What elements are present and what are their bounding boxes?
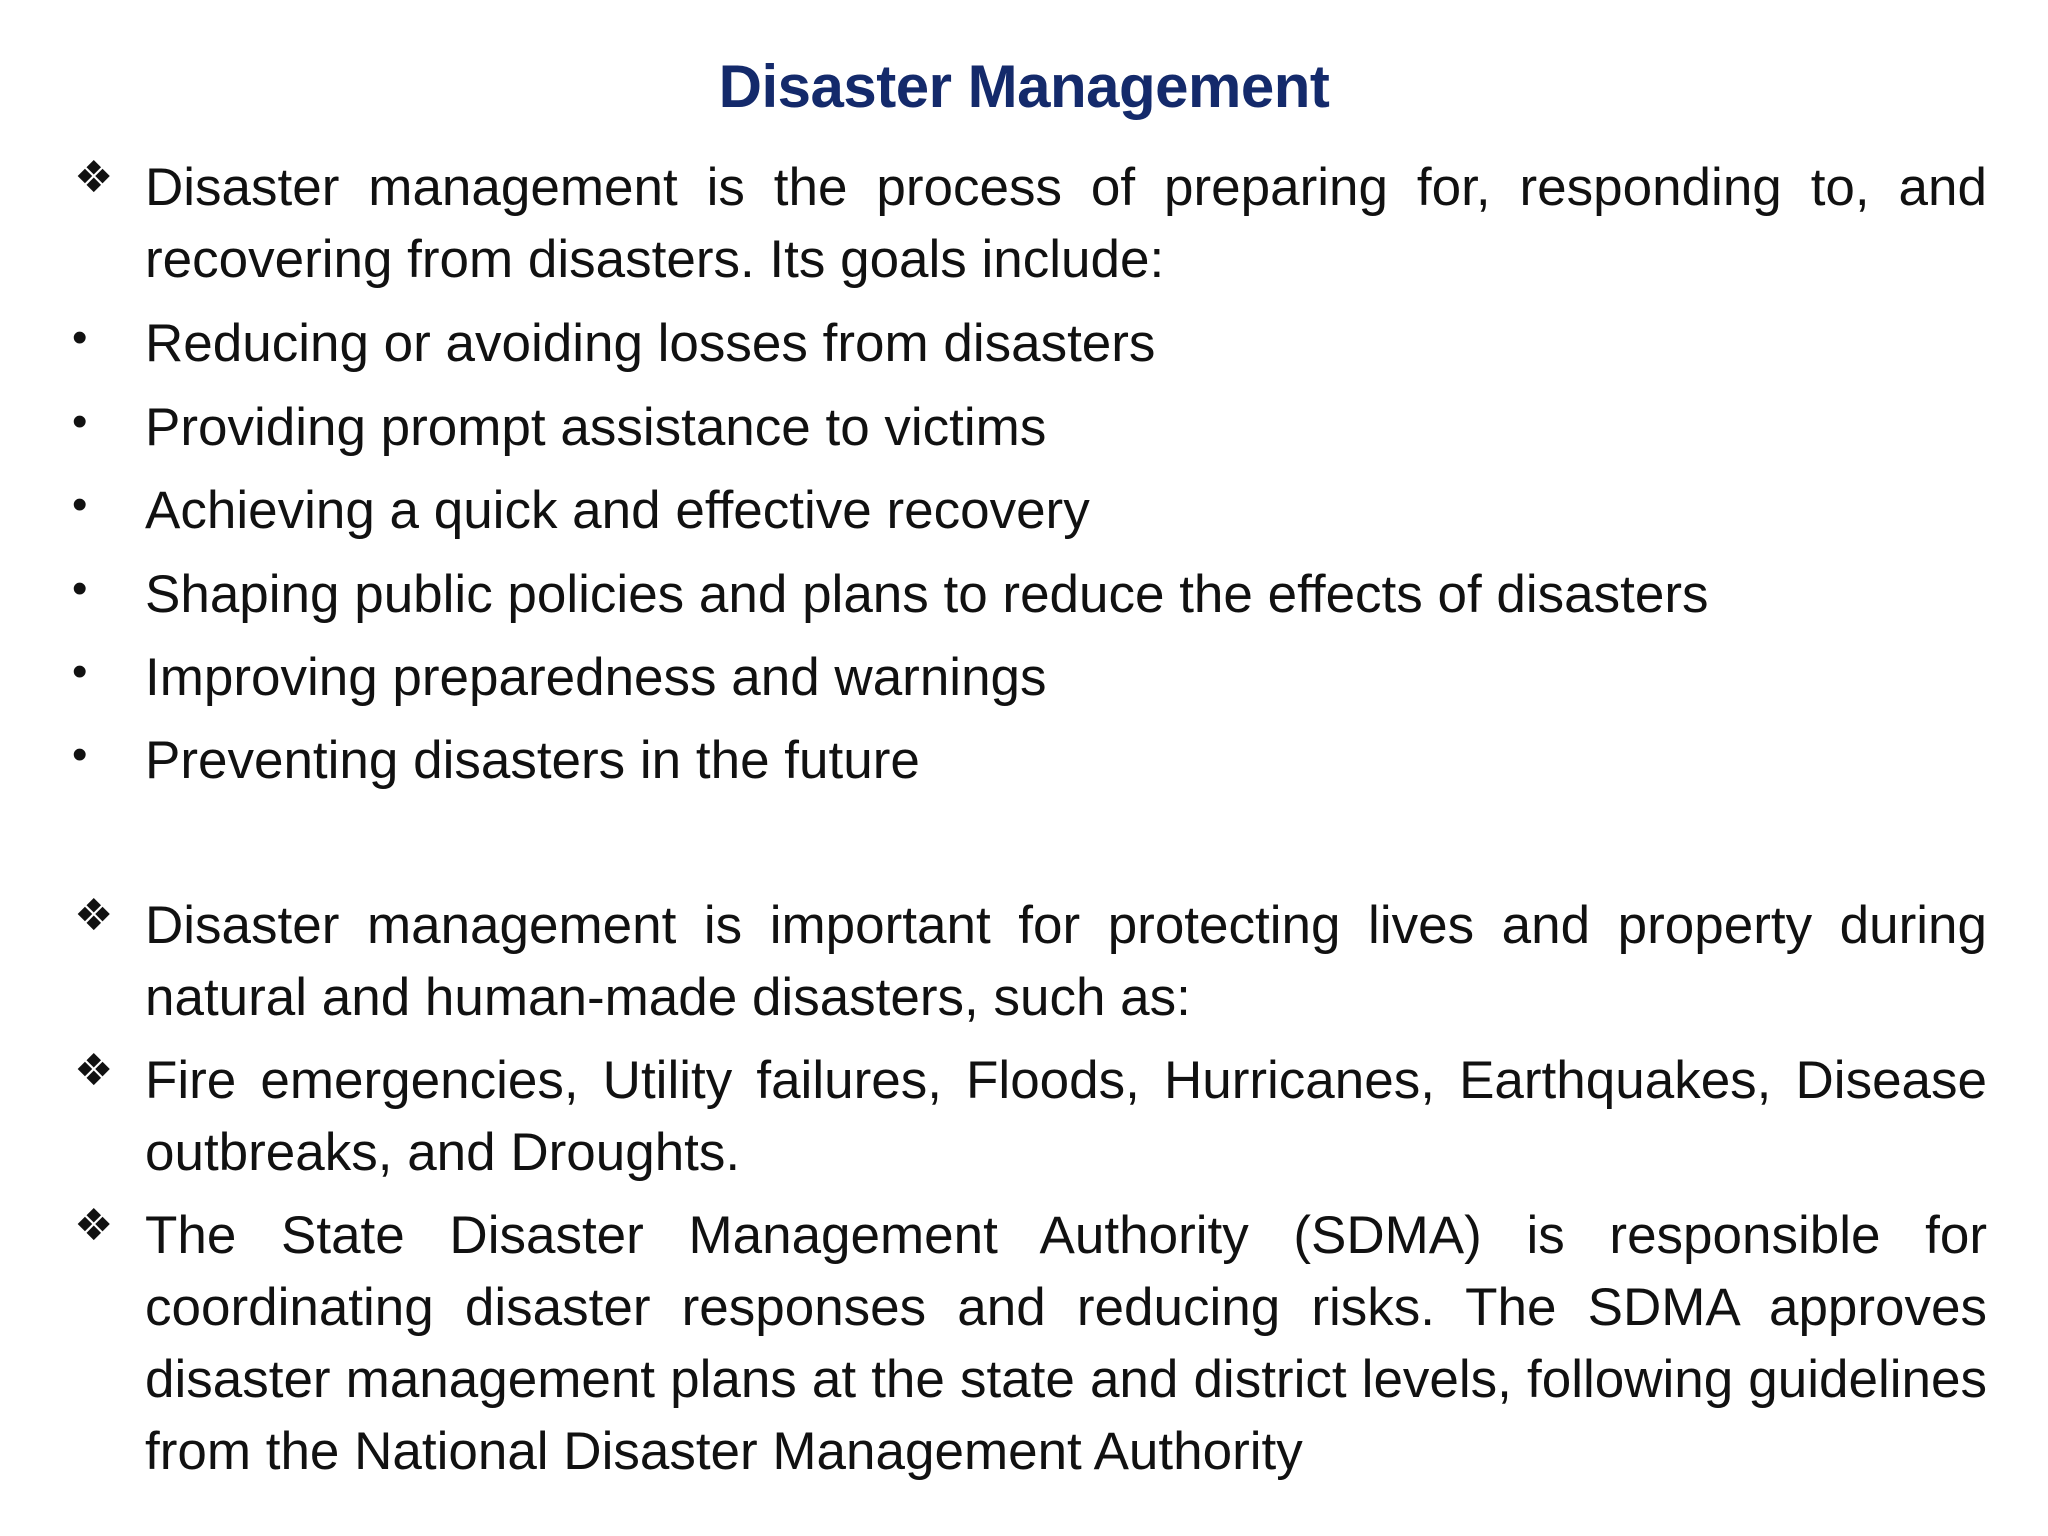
paragraph-text: The State Disaster Management Authority (SDMA) is responsible for coordinating disaster responses and reducing risks. The SDMA approves disaster management plans at the state and district levels, following guidelines from the National Disaster Management Authority: [145, 1206, 1987, 1481]
round-bullet-icon: •: [72, 480, 88, 529]
four-diamond-bullet-icon: ❖: [74, 153, 114, 202]
round-bullet-icon: •: [72, 564, 88, 613]
bullet-text: Improving preparedness and warnings: [145, 648, 1047, 707]
paragraph-text: Disaster management is important for protecting lives and property during natural and human-made disasters, such as:: [145, 896, 1987, 1027]
round-bullet-icon: •: [72, 397, 88, 446]
round-bullet-icon: •: [72, 647, 88, 696]
four-diamond-bullet-icon: ❖: [74, 1046, 114, 1095]
round-bullet-icon: •: [72, 313, 88, 362]
bullet-text: Providing prompt assistance to victims: [145, 398, 1047, 457]
slide-title: Disaster Management: [718, 53, 1330, 120]
round-bullet-icon: •: [72, 730, 88, 779]
bullet-text: Preventing disasters in the future: [145, 731, 920, 790]
bullet-text: Reducing or avoiding losses from disasters: [145, 314, 1156, 373]
four-diamond-bullet-icon: ❖: [74, 891, 114, 940]
bullet-text: Shaping public policies and plans to reduce the effects of disasters: [145, 565, 1709, 624]
paragraph-text: Fire emergencies, Utility failures, Floods, Hurricanes, Earthquakes, Disease outbreaks, and Droughts.: [145, 1051, 1987, 1182]
paragraph-text: Disaster management is the process of preparing for, responding to, and recovering from disasters. Its goals include:: [145, 158, 1987, 289]
bullet-text: Achieving a quick and effective recovery: [145, 481, 1090, 540]
four-diamond-bullet-icon: ❖: [74, 1201, 114, 1250]
